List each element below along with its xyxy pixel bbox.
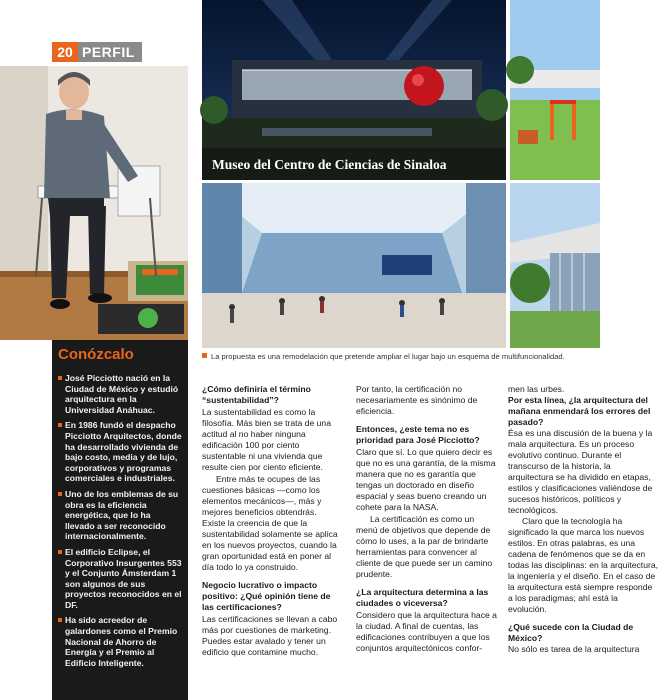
answer: Entre más te ocupes de las cuestiones básicas —como los elementos mecánicos—, más y mejores beneficios obtendrás. Existe la creencia de que la sustentabilidad solamente se aplica en los nuevos proyectos, cuando la gran oportunidad está en poner al día todo lo ya construido. bbox=[202, 474, 338, 572]
portrait-photo bbox=[0, 66, 188, 340]
question: Entonces, ¿este tema no es prioridad para José Picciotto? bbox=[356, 424, 480, 445]
answer: men las urbes. bbox=[508, 384, 565, 394]
caption-text: La propuesta es una remodelación que pretende ampliar el lugar bajo un esquema de multifuncionalidad. bbox=[211, 352, 565, 361]
sidebar-item: José Picciotto nació en la Ciudad de México y estudió arquitectura en la Universidad Anáhuac. bbox=[58, 373, 182, 415]
answer: La certificación es como un menú de objetivos que depende de cómo lo uses, a la par de brindarte herramientas para convencer al cliente de que puede ser un camino prudente. bbox=[356, 514, 493, 579]
caption-marker bbox=[202, 353, 207, 358]
museum-night-illustration bbox=[202, 0, 506, 180]
sidebar-title: Conózcalo bbox=[58, 346, 134, 363]
article-column-1 bbox=[202, 384, 342, 665]
answer: Las certificaciones se llevan a cabo más por cuestiones de marketing. Puedes estar avalado y tener un edificio que contamine mucho. bbox=[202, 614, 338, 657]
question: ¿Qué sucede con la Ciudad de México? bbox=[508, 622, 634, 643]
sidebar-item: El edificio Eclipse, el Corporativo Insurgentes 553 y el Conjunto Ámsterdam 1 son algunos de sus proyectos reconocidos en el DF. bbox=[58, 547, 182, 611]
question: Negocio lucrativo o impacto positivo: ¿Qué opinión tiene de las certificaciones? bbox=[202, 580, 331, 612]
sidebar-item: Uno de los emblemas de su obra es la eficiencia energética, que lo ha llevado a ser reconocido internacionalmente. bbox=[58, 489, 182, 542]
conozcalo-box bbox=[52, 340, 188, 700]
photo-caption bbox=[202, 351, 600, 363]
section-label: PERFIL bbox=[78, 42, 142, 62]
article-column-2 bbox=[356, 384, 498, 661]
museum-interior-photo bbox=[202, 183, 506, 348]
answer: Por tanto, la certificación no necesariamente es sinónimo de eficiencia. bbox=[356, 384, 478, 416]
museum-photo-title: Museo del Centro de Ciencias de Sinaloa bbox=[212, 157, 447, 172]
question: ¿Cómo definiría el término “sustentabilidad”? bbox=[202, 384, 311, 405]
sidebar-item: Ha sido acreedor de galardones como el Premio Nacional de Ahorro de Energía y el Premio al Edificio Inteligente. bbox=[58, 615, 182, 668]
article-column-3 bbox=[508, 384, 658, 700]
question: Por esta línea, ¿la arquitectura del mañana enmendará los errores del pasado? bbox=[508, 395, 651, 427]
answer: La sustentabilidad es como la filosofía. Más bien se trata de una actitud al no haber ninguna edificación 100 por ciento sustentable ni una vivienda que resulte cien por ciento eficiente. bbox=[202, 407, 331, 472]
answer: Claro que la tecnología ha significado la que marca los nuevos estilos. En otras palabras, es una cadena de fenómenos que se da en todas las disciplinas: en la arquitectura, la ingeniería y el diseño. En el caso de la arquitectura está siempre responde a los paradigmas; ahí está la evolución. bbox=[508, 516, 658, 614]
playground-photo bbox=[510, 0, 600, 180]
answer: Claro que sí. Lo que quiero decir es que no es una garantía, de la misma manera que no es garantía que tengas un doctorado en diseño espacial y seas bueno creando un cohete para la NASA. bbox=[356, 447, 496, 512]
museum-night-photo bbox=[202, 0, 506, 180]
answer: Considero que la arquitectura hace a la ciudad. A final de cuentas, las edificaciones contribuyen a que los conjuntos arquitectónicos confor- bbox=[356, 610, 497, 653]
page-number: 20 bbox=[52, 42, 78, 62]
building-exterior-illustration bbox=[510, 183, 600, 348]
sidebar-list bbox=[58, 373, 182, 668]
answer: No sólo es tarea de la arquitectura bbox=[508, 644, 640, 654]
museum-interior-illustration bbox=[202, 183, 506, 348]
playground-illustration bbox=[510, 0, 600, 180]
question: ¿La arquitectura determina a las ciudades o viceversa? bbox=[356, 587, 489, 608]
building-exterior-photo bbox=[510, 183, 600, 348]
portrait-illustration bbox=[0, 66, 188, 340]
answer: Ésa es una discusión de la buena y la mala arquitectura. Es un proceso evolutivo continuo. Durante el transcurso de la historia, la arquitectura se ha dividido en etapas, estilos y clasificaciones valiéndose de sucesos históricos, políticos y tecnológicos. bbox=[508, 428, 653, 515]
sidebar-item: En 1986 fundó el despacho Picciotto Arquitectos, donde ha desarrollado vivienda de bajo costo, media y de lujo, corporativos y programas comerciales e industriales. bbox=[58, 420, 182, 484]
